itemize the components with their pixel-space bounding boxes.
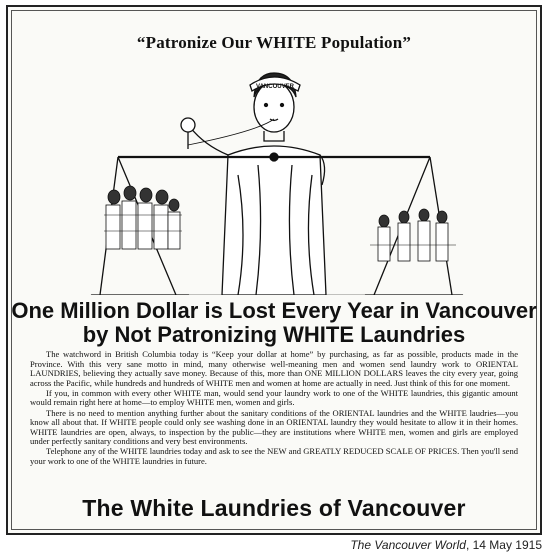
right-scale-pan <box>366 157 462 295</box>
main-title-line-1: One Million Dollar is Lost Every Year in Vancouver <box>11 298 537 323</box>
caption-date: , 14 May 1915 <box>465 538 542 552</box>
justice-figure <box>181 73 326 295</box>
signature: The White Laundries of Vancouver <box>82 495 466 521</box>
body-paragraph: If you, in common with every other WHITE man, would send your laundry work to one of the WHITE laundries, this gigantic amount would remain right here at home—to employ WHITE men, women and girls. <box>30 387 518 408</box>
main-title-line-2: by Not Patronizing WHITE Laundries <box>82 322 466 347</box>
sash-text: VANCOUVER <box>256 84 294 90</box>
source-caption <box>350 538 542 552</box>
advertisement <box>6 5 542 535</box>
scales-of-justice-illustration <box>78 45 468 295</box>
headline: “Patronize Our WHITE Population” <box>136 33 412 52</box>
body-copy <box>30 350 518 467</box>
left-scale-pan <box>92 157 188 295</box>
body-paragraph: There is no need to mention anything further about the sanitary conditions of the ORIENTAL laundries and the WHITE laudries—you know all about that. If WHITE people could only see washing done in an ORIENTAL laundry they would hesitate to allow it in their homes. WHITE laundries are open, always, to inspection by the public—they are institutions where WHITE men, women and girls are employed under perfectly sanitary conditions and very best environments. <box>30 407 518 447</box>
body-paragraph: The watchword in British Columbia today is “Keep your dollar at home” by purchasing, as far as possible, products made in the Province. With this very sane motto in mind, many otherwise well-meaning men and women send laundry work to ORIENTAL LAUNDRIES, believing they actually save money. Because of this, more than ONE MILLION DOLLARS leaves the city every year, going across the Pacific, while hundreds and hundreds of WHITE men and women at home are actually in need. Just think of this for one moment. <box>30 349 518 388</box>
body-paragraph: Telephone any of the WHITE laundries today and ask to see the NEW and GREATLY REDUCED SCALE OF PRICES. Then you'll send your work to one of the WHITE laundries in future. <box>30 446 518 467</box>
caption-publication: The Vancouver World <box>350 538 466 552</box>
